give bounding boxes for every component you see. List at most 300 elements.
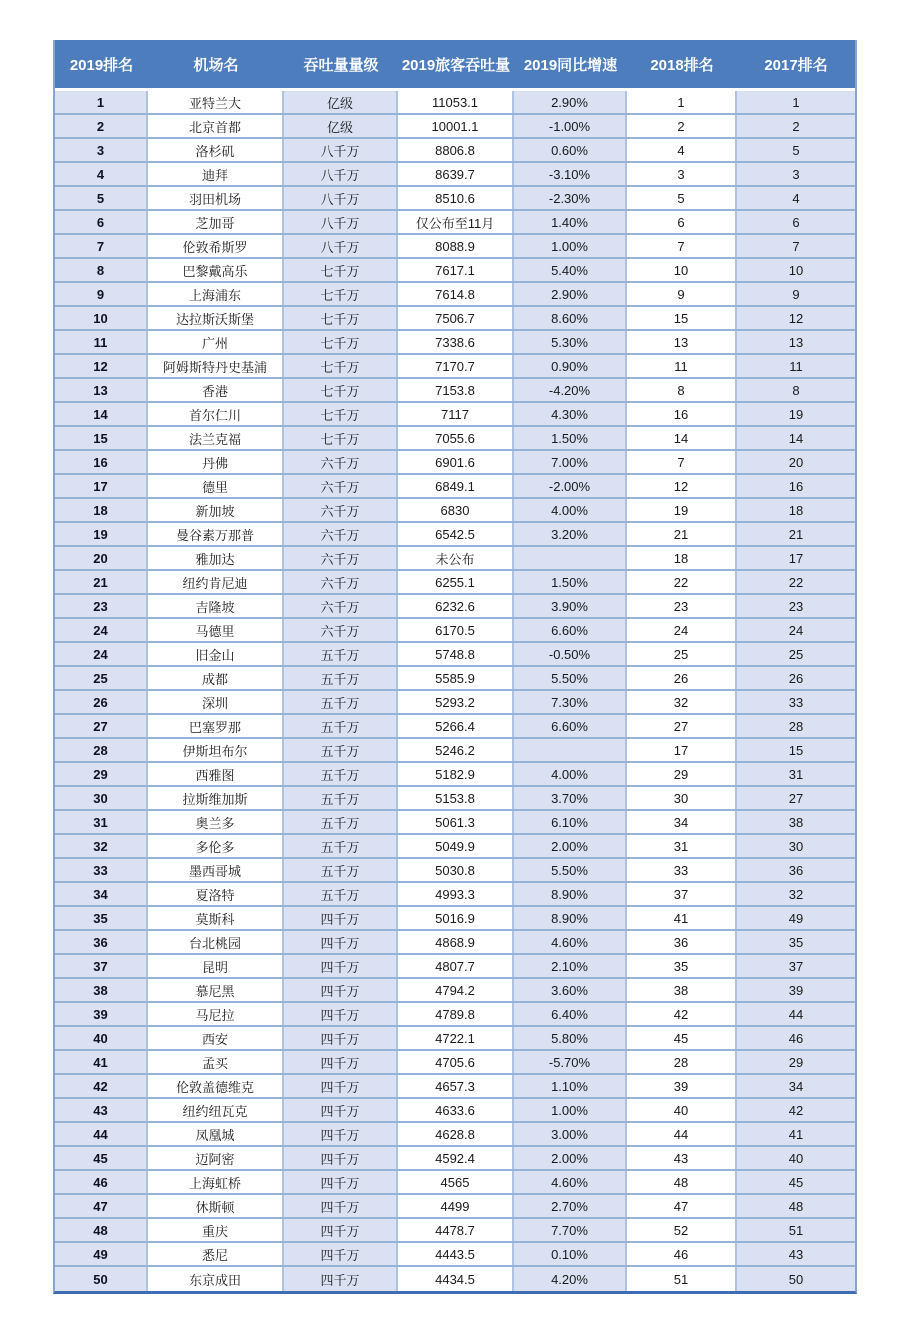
table-cell: 4794.2: [398, 979, 514, 1001]
table-cell: 广州: [148, 331, 284, 353]
table-cell: 4789.8: [398, 1003, 514, 1025]
table-row: [55, 139, 855, 163]
table-cell: 3.60%: [514, 979, 627, 1001]
table-cell: 10: [737, 259, 855, 281]
table-cell: 44: [627, 1123, 737, 1145]
table-cell: 21: [55, 571, 148, 593]
table-cell: 46: [627, 1243, 737, 1265]
table-cell: 四千万: [284, 1243, 398, 1265]
table-cell: 7614.8: [398, 283, 514, 305]
table-cell: [514, 547, 627, 569]
table-cell: 1: [737, 91, 855, 113]
table-cell: 15: [737, 739, 855, 761]
table-cell: 四千万: [284, 955, 398, 977]
table-cell: 2.90%: [514, 283, 627, 305]
table-cell: 40: [627, 1099, 737, 1121]
table-cell: 6.60%: [514, 619, 627, 641]
table-cell: 4443.5: [398, 1243, 514, 1265]
table-cell: 7.30%: [514, 691, 627, 713]
table-cell: -0.50%: [514, 643, 627, 665]
table-cell: 伊斯坦布尔: [148, 739, 284, 761]
table-cell: 27: [55, 715, 148, 737]
table-cell: 36: [55, 931, 148, 953]
table-row: [55, 523, 855, 547]
table-cell: 12: [737, 307, 855, 329]
table-cell: 8: [627, 379, 737, 401]
table-cell: 3: [627, 163, 737, 185]
table-cell: 四千万: [284, 1003, 398, 1025]
table-cell: 巴塞罗那: [148, 715, 284, 737]
table-row: [55, 163, 855, 187]
table-cell: 四千万: [284, 907, 398, 929]
table-row: [55, 1099, 855, 1123]
table-cell: 0.90%: [514, 355, 627, 377]
table-cell: 50: [55, 1267, 148, 1291]
table-cell: 六千万: [284, 523, 398, 545]
table-cell: 4.20%: [514, 1267, 627, 1291]
table-cell: 3: [55, 139, 148, 161]
table-cell: 奥兰多: [148, 811, 284, 833]
table-row: [55, 1267, 855, 1291]
table-cell: 4: [737, 187, 855, 209]
table-cell: 29: [627, 763, 737, 785]
table-cell: 7117: [398, 403, 514, 425]
table-cell: 23: [55, 595, 148, 617]
table-cell: 5: [55, 187, 148, 209]
table-row: [55, 787, 855, 811]
table-cell: 8088.9: [398, 235, 514, 257]
table-row: [55, 499, 855, 523]
table-cell: 21: [627, 523, 737, 545]
table-cell: 6255.1: [398, 571, 514, 593]
table-cell: 30: [737, 835, 855, 857]
table-cell: 西雅图: [148, 763, 284, 785]
table-cell: 5153.8: [398, 787, 514, 809]
table-cell: 22: [737, 571, 855, 593]
table-cell: 深圳: [148, 691, 284, 713]
table-cell: 13: [737, 331, 855, 353]
table-cell: 5.40%: [514, 259, 627, 281]
table-cell: 4: [55, 163, 148, 185]
table-cell: 19: [627, 499, 737, 521]
table-cell: 38: [737, 811, 855, 833]
table-cell: 1.10%: [514, 1075, 627, 1097]
table-cell: 18: [55, 499, 148, 521]
table-cell: 44: [737, 1003, 855, 1025]
table-cell: 13: [55, 379, 148, 401]
table-cell: 四千万: [284, 979, 398, 1001]
table-cell: 6901.6: [398, 451, 514, 473]
table-cell: 马德里: [148, 619, 284, 641]
table-cell: 25: [627, 643, 737, 665]
table-cell: 4705.6: [398, 1051, 514, 1073]
table-cell: 五千万: [284, 763, 398, 785]
table-cell: 5016.9: [398, 907, 514, 929]
table-cell: 4633.6: [398, 1099, 514, 1121]
table-cell: 4.00%: [514, 763, 627, 785]
table-cell: 4.60%: [514, 1171, 627, 1193]
table-cell: 6.40%: [514, 1003, 627, 1025]
table-cell: 六千万: [284, 595, 398, 617]
table-cell: 昆明: [148, 955, 284, 977]
table-cell: 六千万: [284, 571, 398, 593]
table-row: [55, 259, 855, 283]
table-cell: 7170.7: [398, 355, 514, 377]
table-cell: 11: [737, 355, 855, 377]
table-cell: 上海浦东: [148, 283, 284, 305]
table-cell: 12: [55, 355, 148, 377]
table-cell: 4722.1: [398, 1027, 514, 1049]
table-cell: 五千万: [284, 811, 398, 833]
table-row: [55, 667, 855, 691]
table-row: [55, 331, 855, 355]
table-cell: 四千万: [284, 1195, 398, 1217]
table-cell: 42: [737, 1099, 855, 1121]
table-cell: 8806.8: [398, 139, 514, 161]
table-cell: 16: [55, 451, 148, 473]
table-cell: 2.10%: [514, 955, 627, 977]
table-cell: 7338.6: [398, 331, 514, 353]
table-cell: 七千万: [284, 307, 398, 329]
table-cell: 6849.1: [398, 475, 514, 497]
table-cell: 5293.2: [398, 691, 514, 713]
table-cell: 丹佛: [148, 451, 284, 473]
table-cell: 四千万: [284, 1051, 398, 1073]
table-cell: [514, 739, 627, 761]
table-cell: 洛杉矶: [148, 139, 284, 161]
table-cell: 四千万: [284, 1075, 398, 1097]
table-row: [55, 811, 855, 835]
table-cell: 8.90%: [514, 883, 627, 905]
table-cell: 7: [737, 235, 855, 257]
table-cell: 8: [737, 379, 855, 401]
table-cell: 35: [55, 907, 148, 929]
column-header: 2019同比增速: [523, 56, 618, 74]
table-row: [55, 451, 855, 475]
table-cell: 37: [627, 883, 737, 905]
table-cell: 42: [55, 1075, 148, 1097]
table-cell: 1.50%: [514, 427, 627, 449]
table-row: [55, 91, 855, 115]
column-header: 2019排名: [69, 56, 134, 74]
table-cell: 四千万: [284, 1171, 398, 1193]
table-cell: -1.00%: [514, 115, 627, 137]
table-cell: 49: [55, 1243, 148, 1265]
table-cell: 48: [627, 1171, 737, 1193]
table-cell: 东京成田: [148, 1267, 284, 1291]
table-cell: 迪拜: [148, 163, 284, 185]
column-header: 吞吐量量级: [303, 56, 379, 74]
table-row: [55, 763, 855, 787]
table-cell: 6830: [398, 499, 514, 521]
table-cell: 14: [627, 427, 737, 449]
table-cell: 曼谷素万那普: [148, 523, 284, 545]
table-cell: -3.10%: [514, 163, 627, 185]
table-cell: -2.30%: [514, 187, 627, 209]
table-cell: 13: [627, 331, 737, 353]
table-cell: 吉隆坡: [148, 595, 284, 617]
table-cell: 45: [627, 1027, 737, 1049]
table-row: [55, 691, 855, 715]
table-cell: 法兰克福: [148, 427, 284, 449]
table-cell: 6: [55, 211, 148, 233]
table-cell: 五千万: [284, 667, 398, 689]
table-cell: 6232.6: [398, 595, 514, 617]
table-row: [55, 283, 855, 307]
table-cell: 伦敦希斯罗: [148, 235, 284, 257]
table-cell: 17: [55, 475, 148, 497]
table-cell: 德里: [148, 475, 284, 497]
table-cell: 亚特兰大: [148, 91, 284, 113]
table-cell: 5748.8: [398, 643, 514, 665]
table-cell: 7: [55, 235, 148, 257]
table-cell: 7.00%: [514, 451, 627, 473]
table-cell: 41: [737, 1123, 855, 1145]
table-cell: 5.50%: [514, 859, 627, 881]
table-cell: 36: [737, 859, 855, 881]
table-cell: 6.10%: [514, 811, 627, 833]
table-cell: 五千万: [284, 835, 398, 857]
table-cell: 2.00%: [514, 1147, 627, 1169]
table-cell: 悉尼: [148, 1243, 284, 1265]
table-cell: 旧金山: [148, 643, 284, 665]
table-row: [55, 715, 855, 739]
table-cell: 4499: [398, 1195, 514, 1217]
table-cell: 七千万: [284, 403, 398, 425]
table-cell: 6: [627, 211, 737, 233]
table-cell: 芝加哥: [148, 211, 284, 233]
table-cell: 1.00%: [514, 235, 627, 257]
table-cell: 四千万: [284, 1099, 398, 1121]
table-cell: 3.70%: [514, 787, 627, 809]
table-cell: 17: [737, 547, 855, 569]
table-cell: 26: [737, 667, 855, 689]
table-cell: 34: [627, 811, 737, 833]
table-cell: 39: [55, 1003, 148, 1025]
table-cell: -4.20%: [514, 379, 627, 401]
table-cell: 52: [627, 1219, 737, 1241]
table-cell: 4478.7: [398, 1219, 514, 1241]
table-cell: 32: [55, 835, 148, 857]
table-cell: 五千万: [284, 859, 398, 881]
table-cell: 51: [627, 1267, 737, 1291]
table-cell: 43: [55, 1099, 148, 1121]
table-cell: 33: [737, 691, 855, 713]
table-cell: 6542.5: [398, 523, 514, 545]
table-cell: 7.70%: [514, 1219, 627, 1241]
table-cell: 5182.9: [398, 763, 514, 785]
table-cell: 31: [55, 811, 148, 833]
table-cell: 重庆: [148, 1219, 284, 1241]
table-cell: 5049.9: [398, 835, 514, 857]
table-cell: 47: [55, 1195, 148, 1217]
table-cell: 3.20%: [514, 523, 627, 545]
table-cell: 四千万: [284, 1147, 398, 1169]
table-cell: 4657.3: [398, 1075, 514, 1097]
table-cell: 四千万: [284, 1027, 398, 1049]
table-row: [55, 979, 855, 1003]
table-row: [55, 1219, 855, 1243]
table-cell: 亿级: [284, 115, 398, 137]
table-cell: 23: [627, 595, 737, 617]
table-cell: 七千万: [284, 259, 398, 281]
table-cell: 29: [55, 763, 148, 785]
table-cell: 西安: [148, 1027, 284, 1049]
table-cell: 5.80%: [514, 1027, 627, 1049]
table-cell: 五千万: [284, 715, 398, 737]
table-cell: 48: [55, 1219, 148, 1241]
table-cell: 24: [55, 619, 148, 641]
table-cell: 1.50%: [514, 571, 627, 593]
table-cell: 28: [627, 1051, 737, 1073]
table-cell: 19: [737, 403, 855, 425]
table-row: [55, 571, 855, 595]
table-cell: 七千万: [284, 379, 398, 401]
table-row: [55, 187, 855, 211]
table-cell: 33: [55, 859, 148, 881]
table-cell: 26: [627, 667, 737, 689]
table-cell: 纽约纽瓦克: [148, 1099, 284, 1121]
table-cell: 5061.3: [398, 811, 514, 833]
table-cell: 7: [627, 235, 737, 257]
table-cell: 六千万: [284, 451, 398, 473]
table-row: [55, 307, 855, 331]
table-cell: 9: [627, 283, 737, 305]
table-row: [55, 955, 855, 979]
table-cell: 马尼拉: [148, 1003, 284, 1025]
table-cell: 八千万: [284, 211, 398, 233]
table-cell: 1.00%: [514, 1099, 627, 1121]
table-cell: 41: [627, 907, 737, 929]
table-cell: 12: [627, 475, 737, 497]
table-row: [55, 1171, 855, 1195]
table-cell: 4592.4: [398, 1147, 514, 1169]
table-cell: 44: [55, 1123, 148, 1145]
table-cell: 36: [627, 931, 737, 953]
table-cell: 亿级: [284, 91, 398, 113]
table-cell: 15: [55, 427, 148, 449]
table-cell: 六千万: [284, 475, 398, 497]
table-row: [55, 595, 855, 619]
table-cell: 2: [55, 115, 148, 137]
table-cell: 21: [737, 523, 855, 545]
table-cell: 巴黎戴高乐: [148, 259, 284, 281]
table-cell: 凤凰城: [148, 1123, 284, 1145]
table-cell: 20: [737, 451, 855, 473]
table-cell: 27: [627, 715, 737, 737]
table-cell: 28: [55, 739, 148, 761]
table-cell: 5246.2: [398, 739, 514, 761]
table-cell: 4.60%: [514, 931, 627, 953]
table-cell: 45: [55, 1147, 148, 1169]
table-cell: 夏洛特: [148, 883, 284, 905]
table-row: [55, 931, 855, 955]
table-cell: 41: [55, 1051, 148, 1073]
table-cell: 43: [737, 1243, 855, 1265]
table-cell: 30: [627, 787, 737, 809]
table-cell: 10: [55, 307, 148, 329]
table-cell: 9: [737, 283, 855, 305]
table-cell: 16: [737, 475, 855, 497]
table-cell: 24: [627, 619, 737, 641]
table-cell: 达拉斯沃斯堡: [148, 307, 284, 329]
table-cell: 14: [55, 403, 148, 425]
table-cell: 1: [55, 91, 148, 113]
table-cell: 休斯顿: [148, 1195, 284, 1217]
table-cell: 5: [627, 187, 737, 209]
table-cell: 19: [55, 523, 148, 545]
table-cell: 37: [737, 955, 855, 977]
table-cell: 莫斯科: [148, 907, 284, 929]
table-cell: 5266.4: [398, 715, 514, 737]
table-row: [55, 1003, 855, 1027]
table-cell: 25: [737, 643, 855, 665]
table-cell: 2.00%: [514, 835, 627, 857]
table-row: [55, 1147, 855, 1171]
table-cell: 39: [627, 1075, 737, 1097]
table-cell: 上海虹桥: [148, 1171, 284, 1193]
table-cell: 39: [737, 979, 855, 1001]
table-cell: 5.30%: [514, 331, 627, 353]
table-cell: 首尔仁川: [148, 403, 284, 425]
table-row: [55, 427, 855, 451]
table-cell: 8.60%: [514, 307, 627, 329]
table-cell: 2: [737, 115, 855, 137]
column-header: 2019旅客吞吐量: [401, 56, 511, 74]
table-cell: 7055.6: [398, 427, 514, 449]
table-cell: 23: [737, 595, 855, 617]
table-cell: 香港: [148, 379, 284, 401]
table-cell: 八千万: [284, 235, 398, 257]
table-cell: 五千万: [284, 739, 398, 761]
table-cell: 40: [737, 1147, 855, 1169]
column-header: 2018排名: [650, 56, 714, 74]
table-cell: 孟买: [148, 1051, 284, 1073]
table-row: [55, 643, 855, 667]
table-cell: 51: [737, 1219, 855, 1241]
table-cell: 4628.8: [398, 1123, 514, 1145]
table-cell: 27: [737, 787, 855, 809]
table-cell: 迈阿密: [148, 1147, 284, 1169]
table-cell: 42: [627, 1003, 737, 1025]
table-cell: 六千万: [284, 499, 398, 521]
table-cell: 五千万: [284, 691, 398, 713]
table-row: [55, 883, 855, 907]
table-cell: 6170.5: [398, 619, 514, 641]
table-cell: 8.90%: [514, 907, 627, 929]
table-cell: 30: [55, 787, 148, 809]
table-cell: 11053.1: [398, 91, 514, 113]
table-cell: 2.90%: [514, 91, 627, 113]
table-row: [55, 475, 855, 499]
table-cell: 46: [737, 1027, 855, 1049]
table-row: [55, 739, 855, 763]
table-cell: 北京首都: [148, 115, 284, 137]
table-cell: 4565: [398, 1171, 514, 1193]
table-cell: 18: [627, 547, 737, 569]
table-cell: 16: [627, 403, 737, 425]
table-row: [55, 379, 855, 403]
table-cell: 3.90%: [514, 595, 627, 617]
table-cell: 5.50%: [514, 667, 627, 689]
column-header: 机场名: [193, 56, 239, 74]
table-row: [55, 211, 855, 235]
table-row: [55, 235, 855, 259]
table-row: [55, 907, 855, 931]
table-cell: 纽约肯尼迪: [148, 571, 284, 593]
table-cell: 6.60%: [514, 715, 627, 737]
table-cell: -2.00%: [514, 475, 627, 497]
